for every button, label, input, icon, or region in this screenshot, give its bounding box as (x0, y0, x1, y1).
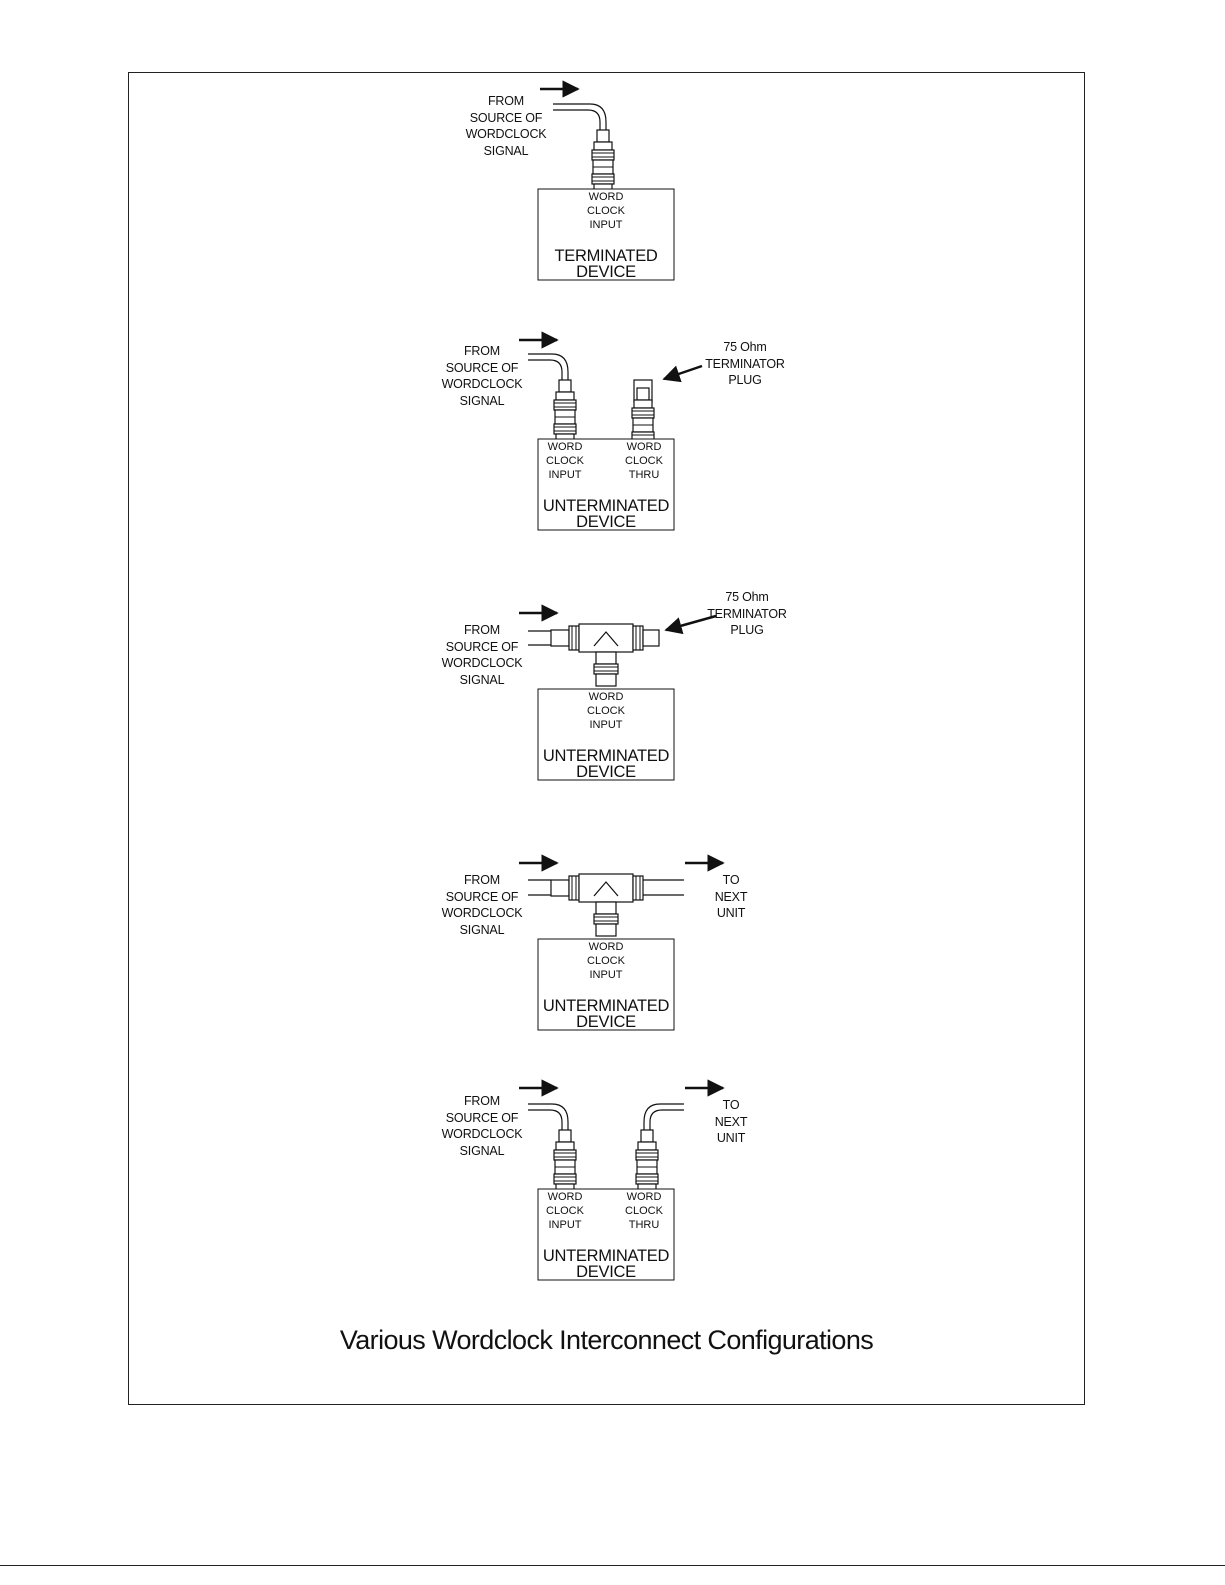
next-unit-label: TO NEXT UNIT (714, 1098, 748, 1145)
port-word-clock-input: WORD CLOCK INPUT (587, 191, 625, 231)
source-label: FROM SOURCE OF WORDCLOCK SIGNAL (441, 873, 523, 937)
source-label: FROM SOURCE OF WORDCLOCK SIGNAL (465, 94, 547, 158)
next-unit-label: TO NEXT UNIT (714, 873, 748, 920)
device-label-unterminated: UNTERMINATED DEVICE (542, 747, 670, 781)
port-word-clock-input: WORD CLOCK INPUT (587, 691, 625, 731)
source-label: FROM SOURCE OF WORDCLOCK SIGNAL (441, 623, 523, 687)
figure-caption: Various Wordclock Interconnect Configurations (339, 1325, 874, 1355)
port-word-clock-input: WORD CLOCK INPUT (546, 441, 584, 481)
terminator-label: 75 Ohm TERMINATOR PLUG (707, 590, 787, 637)
port-word-clock-thru: WORD CLOCK THRU (625, 441, 663, 481)
port-word-clock-input: WORD CLOCK INPUT (587, 941, 625, 981)
terminator-label: 75 Ohm TERMINATOR PLUG (705, 340, 785, 387)
device-label-unterminated: UNTERMINATED DEVICE (542, 497, 670, 531)
port-word-clock-input: WORD CLOCK INPUT (546, 1191, 584, 1231)
device-label-terminated: TERMINATED DEVICE (554, 247, 658, 281)
port-word-clock-thru: WORD CLOCK THRU (625, 1191, 663, 1231)
source-label: FROM SOURCE OF WORDCLOCK SIGNAL (441, 344, 523, 408)
page-bottom-rule (0, 1565, 1225, 1566)
source-label: FROM SOURCE OF WORDCLOCK SIGNAL (441, 1094, 523, 1158)
terminator-plug (643, 630, 659, 646)
terminator-arrow (664, 366, 702, 379)
device-label-unterminated: UNTERMINATED DEVICE (542, 997, 670, 1031)
device-label-unterminated: UNTERMINATED DEVICE (542, 1247, 670, 1281)
